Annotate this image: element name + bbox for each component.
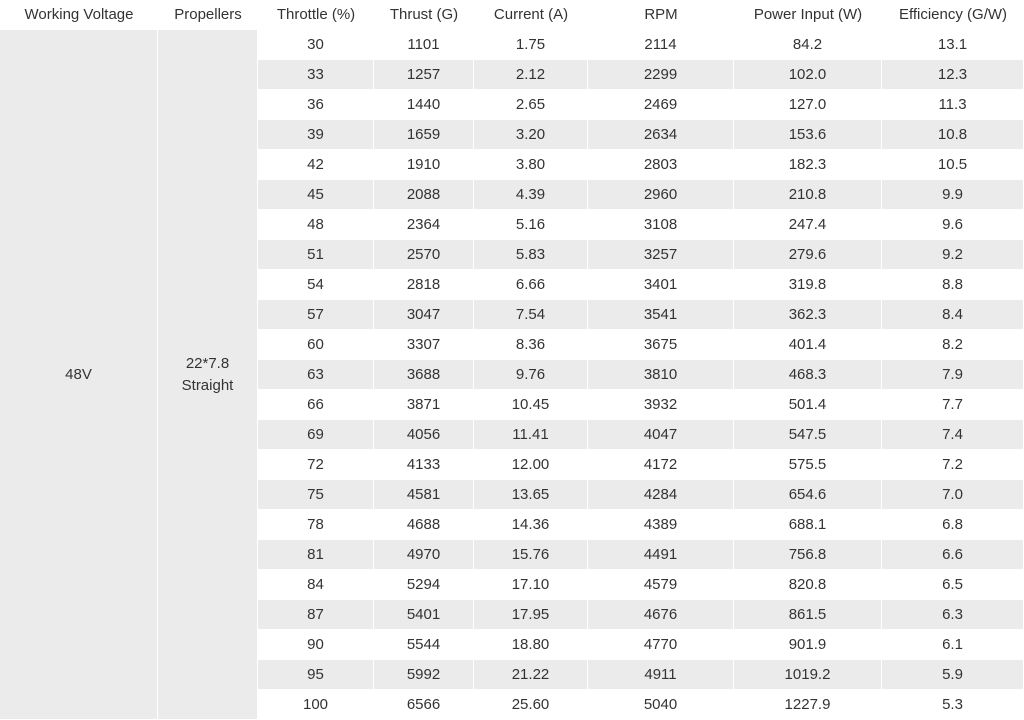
cell-thrust: 4581 [374, 480, 474, 510]
cell-current: 5.83 [474, 240, 588, 270]
cell-power-input: 1227.9 [734, 690, 882, 720]
cell-thrust: 6566 [374, 690, 474, 720]
cell-current: 21.22 [474, 660, 588, 690]
cell-efficiency: 6.6 [882, 540, 1024, 570]
cell-efficiency: 7.4 [882, 420, 1024, 450]
header-throttle: Throttle (%) [258, 0, 374, 30]
cell-current: 17.95 [474, 600, 588, 630]
cell-rpm: 2960 [588, 180, 734, 210]
cell-thrust: 2570 [374, 240, 474, 270]
cell-power-input: 210.8 [734, 180, 882, 210]
cell-throttle: 84 [258, 570, 374, 600]
cell-power-input: 182.3 [734, 150, 882, 180]
cell-rpm: 4389 [588, 510, 734, 540]
cell-thrust: 3307 [374, 330, 474, 360]
cell-rpm: 3675 [588, 330, 734, 360]
cell-power-input: 1019.2 [734, 660, 882, 690]
cell-efficiency: 6.1 [882, 630, 1024, 660]
cell-throttle: 51 [258, 240, 374, 270]
cell-thrust: 2818 [374, 270, 474, 300]
cell-thrust: 4133 [374, 450, 474, 480]
cell-throttle: 87 [258, 600, 374, 630]
cell-thrust: 1440 [374, 90, 474, 120]
cell-throttle: 60 [258, 330, 374, 360]
cell-thrust: 2364 [374, 210, 474, 240]
table-body [0, 30, 1024, 720]
cell-power-input: 575.5 [734, 450, 882, 480]
cell-efficiency: 6.5 [882, 570, 1024, 600]
cell-thrust: 1659 [374, 120, 474, 150]
cell-throttle: 78 [258, 510, 374, 540]
cell-current: 2.12 [474, 60, 588, 90]
header-row [0, 0, 1024, 30]
cell-current: 11.41 [474, 420, 588, 450]
cell-thrust: 4688 [374, 510, 474, 540]
cell-current: 6.66 [474, 270, 588, 300]
cell-rpm: 3108 [588, 210, 734, 240]
header-working-voltage: Working Voltage [0, 0, 158, 30]
cell-efficiency: 13.1 [882, 30, 1024, 60]
header-propellers: Propellers [158, 0, 258, 30]
cell-thrust: 1101 [374, 30, 474, 60]
working-voltage-cell: 48V [0, 30, 158, 720]
propeller-size: 22*7.8 [185, 354, 230, 372]
cell-throttle: 42 [258, 150, 374, 180]
cell-power-input: 654.6 [734, 480, 882, 510]
cell-power-input: 102.0 [734, 60, 882, 90]
cell-rpm: 4770 [588, 630, 734, 660]
cell-power-input: 153.6 [734, 120, 882, 150]
cell-power-input: 127.0 [734, 90, 882, 120]
cell-thrust: 5992 [374, 660, 474, 690]
cell-thrust: 4056 [374, 420, 474, 450]
cell-current: 13.65 [474, 480, 588, 510]
cell-throttle: 36 [258, 90, 374, 120]
cell-power-input: 468.3 [734, 360, 882, 390]
propeller-type: Straight [181, 376, 234, 394]
cell-throttle: 57 [258, 300, 374, 330]
cell-throttle: 72 [258, 450, 374, 480]
cell-rpm: 4579 [588, 570, 734, 600]
cell-power-input: 861.5 [734, 600, 882, 630]
cell-power-input: 319.8 [734, 270, 882, 300]
cell-thrust: 4970 [374, 540, 474, 570]
cell-current: 7.54 [474, 300, 588, 330]
cell-power-input: 547.5 [734, 420, 882, 450]
cell-throttle: 48 [258, 210, 374, 240]
cell-throttle: 69 [258, 420, 374, 450]
cell-throttle: 39 [258, 120, 374, 150]
header-power-input: Power Input (W) [734, 0, 882, 30]
cell-thrust: 3871 [374, 390, 474, 420]
cell-throttle: 66 [258, 390, 374, 420]
cell-efficiency: 7.0 [882, 480, 1024, 510]
cell-efficiency: 8.8 [882, 270, 1024, 300]
cell-current: 2.65 [474, 90, 588, 120]
cell-power-input: 279.6 [734, 240, 882, 270]
cell-efficiency: 11.3 [882, 90, 1024, 120]
cell-power-input: 901.9 [734, 630, 882, 660]
cell-current: 9.76 [474, 360, 588, 390]
cell-power-input: 501.4 [734, 390, 882, 420]
cell-rpm: 3932 [588, 390, 734, 420]
cell-current: 3.80 [474, 150, 588, 180]
cell-throttle: 81 [258, 540, 374, 570]
cell-current: 12.00 [474, 450, 588, 480]
cell-throttle: 33 [258, 60, 374, 90]
cell-current: 15.76 [474, 540, 588, 570]
cell-throttle: 95 [258, 660, 374, 690]
cell-current: 18.80 [474, 630, 588, 660]
cell-thrust: 5401 [374, 600, 474, 630]
cell-efficiency: 9.2 [882, 240, 1024, 270]
cell-efficiency: 7.9 [882, 360, 1024, 390]
cell-efficiency: 8.4 [882, 300, 1024, 330]
cell-power-input: 688.1 [734, 510, 882, 540]
cell-thrust: 5294 [374, 570, 474, 600]
cell-throttle: 75 [258, 480, 374, 510]
cell-efficiency: 10.5 [882, 150, 1024, 180]
cell-rpm: 4284 [588, 480, 734, 510]
cell-rpm: 3810 [588, 360, 734, 390]
cell-power-input: 362.3 [734, 300, 882, 330]
header-thrust: Thrust (G) [374, 0, 474, 30]
cell-power-input: 84.2 [734, 30, 882, 60]
header-efficiency: Efficiency (G/W) [882, 0, 1024, 30]
cell-thrust: 2088 [374, 180, 474, 210]
cell-rpm: 2299 [588, 60, 734, 90]
cell-current: 5.16 [474, 210, 588, 240]
cell-rpm: 2634 [588, 120, 734, 150]
cell-efficiency: 5.9 [882, 660, 1024, 690]
cell-current: 10.45 [474, 390, 588, 420]
cell-efficiency: 7.7 [882, 390, 1024, 420]
cell-current: 14.36 [474, 510, 588, 540]
cell-rpm: 4172 [588, 450, 734, 480]
cell-throttle: 90 [258, 630, 374, 660]
cell-throttle: 100 [258, 690, 374, 720]
cell-thrust: 3047 [374, 300, 474, 330]
table-row [0, 30, 1024, 60]
cell-efficiency: 9.6 [882, 210, 1024, 240]
cell-thrust: 1910 [374, 150, 474, 180]
cell-rpm: 4676 [588, 600, 734, 630]
cell-rpm: 4491 [588, 540, 734, 570]
cell-current: 3.20 [474, 120, 588, 150]
header-rpm: RPM [588, 0, 734, 30]
cell-current: 1.75 [474, 30, 588, 60]
header-current: Current (A) [474, 0, 588, 30]
cell-efficiency: 10.8 [882, 120, 1024, 150]
cell-rpm: 3401 [588, 270, 734, 300]
propellers-cell [158, 30, 258, 720]
cell-rpm: 2803 [588, 150, 734, 180]
cell-rpm: 5040 [588, 690, 734, 720]
cell-power-input: 756.8 [734, 540, 882, 570]
cell-efficiency: 8.2 [882, 330, 1024, 360]
cell-power-input: 247.4 [734, 210, 882, 240]
cell-rpm: 3541 [588, 300, 734, 330]
cell-thrust: 3688 [374, 360, 474, 390]
cell-efficiency: 7.2 [882, 450, 1024, 480]
cell-efficiency: 6.8 [882, 510, 1024, 540]
cell-current: 25.60 [474, 690, 588, 720]
cell-rpm: 2114 [588, 30, 734, 60]
cell-rpm: 3257 [588, 240, 734, 270]
cell-throttle: 54 [258, 270, 374, 300]
cell-efficiency: 12.3 [882, 60, 1024, 90]
cell-rpm: 4911 [588, 660, 734, 690]
cell-rpm: 2469 [588, 90, 734, 120]
cell-efficiency: 6.3 [882, 600, 1024, 630]
cell-power-input: 820.8 [734, 570, 882, 600]
cell-throttle: 30 [258, 30, 374, 60]
cell-efficiency: 9.9 [882, 180, 1024, 210]
cell-thrust: 5544 [374, 630, 474, 660]
cell-current: 8.36 [474, 330, 588, 360]
cell-current: 17.10 [474, 570, 588, 600]
cell-rpm: 4047 [588, 420, 734, 450]
cell-current: 4.39 [474, 180, 588, 210]
cell-throttle: 45 [258, 180, 374, 210]
cell-throttle: 63 [258, 360, 374, 390]
cell-power-input: 401.4 [734, 330, 882, 360]
cell-thrust: 1257 [374, 60, 474, 90]
cell-efficiency: 5.3 [882, 690, 1024, 720]
